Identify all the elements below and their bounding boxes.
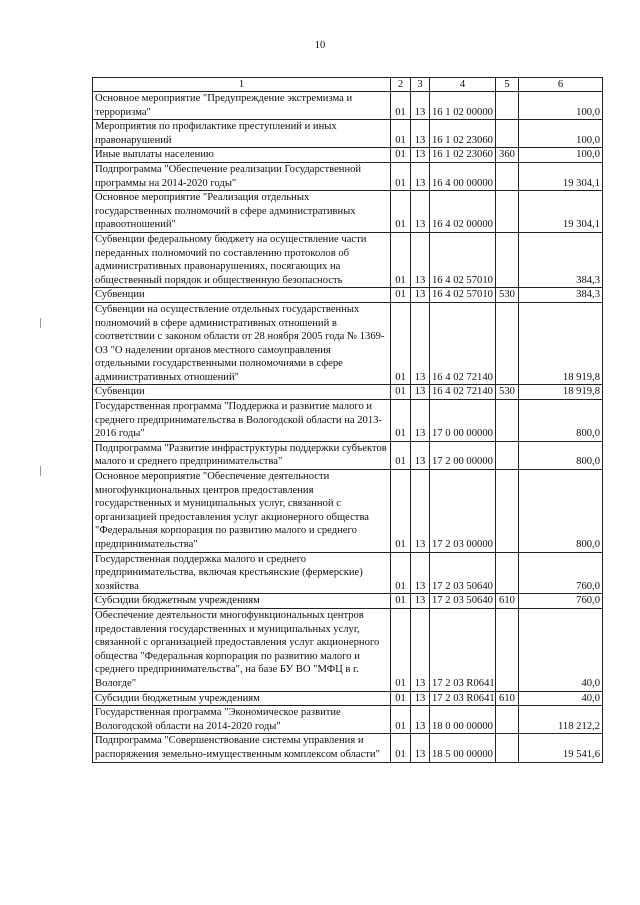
amount-cell: 800,0	[519, 441, 603, 469]
section-code-cell: 01	[391, 691, 411, 706]
target-code-cell: 17 0 00 00000	[430, 400, 496, 442]
amount-cell: 100,0	[519, 120, 603, 148]
budget-table	[92, 77, 603, 763]
column-header: 1	[93, 78, 391, 92]
subsection-code-cell: 13	[411, 288, 430, 303]
amount-cell: 18 919,8	[519, 302, 603, 385]
expense-type-cell	[496, 191, 519, 233]
section-code-cell: 01	[391, 302, 411, 385]
section-code-cell: 01	[391, 706, 411, 734]
item-name-cell: Государственная программа "Экономическое развитие Вологодской области на 2014-2020 годы"	[93, 706, 391, 734]
item-name-cell: Иные выплаты населению	[93, 148, 391, 163]
amount-cell: 384,3	[519, 288, 603, 303]
margin-mark	[40, 466, 41, 476]
target-code-cell: 16 4 02 72140	[430, 302, 496, 385]
section-code-cell: 01	[391, 441, 411, 469]
expense-type-cell	[496, 734, 519, 762]
subsection-code-cell: 13	[411, 706, 430, 734]
table-row	[93, 734, 603, 762]
subsection-code-cell: 13	[411, 148, 430, 163]
amount-cell: 100,0	[519, 92, 603, 120]
expense-type-cell	[496, 400, 519, 442]
column-header: 6	[519, 78, 603, 92]
margin-mark	[40, 318, 41, 328]
amount-cell: 40,0	[519, 608, 603, 691]
page-number: 10	[314, 40, 326, 51]
expense-type-cell	[496, 120, 519, 148]
subsection-code-cell: 13	[411, 232, 430, 287]
subsection-code-cell: 13	[411, 594, 430, 609]
section-code-cell: 01	[391, 470, 411, 553]
item-name-cell: Субвенции	[93, 385, 391, 400]
item-name-cell: Субсидии бюджетным учреждениям	[93, 594, 391, 609]
expense-type-cell: 610	[496, 594, 519, 609]
column-header: 5	[496, 78, 519, 92]
item-name-cell: Основное мероприятие "Реализация отдельных государственных полномочий в сфере административных правоотношений"	[93, 191, 391, 233]
item-name-cell: Основное мероприятие "Предупреждение экстремизма и терроризма"	[93, 92, 391, 120]
subsection-code-cell: 13	[411, 92, 430, 120]
subsection-code-cell: 13	[411, 302, 430, 385]
expense-type-cell	[496, 470, 519, 553]
table-row	[93, 441, 603, 469]
item-name-cell: Субсидии бюджетным учреждениям	[93, 691, 391, 706]
target-code-cell: 16 1 02 23060	[430, 148, 496, 163]
subsection-code-cell: 13	[411, 608, 430, 691]
expense-type-cell	[496, 232, 519, 287]
target-code-cell: 17 2 03 50640	[430, 552, 496, 594]
column-header: 3	[411, 78, 430, 92]
target-code-cell: 18 0 00 00000	[430, 706, 496, 734]
item-name-cell: Подпрограмма "Совершенствование системы управления и распоряжения земельно-имущественным комплексом области"	[93, 734, 391, 762]
column-header: 2	[391, 78, 411, 92]
expense-type-cell	[496, 608, 519, 691]
column-header: 4	[430, 78, 496, 92]
target-code-cell: 16 1 02 23060	[430, 120, 496, 148]
table-row	[93, 385, 603, 400]
section-code-cell: 01	[391, 608, 411, 691]
amount-cell: 800,0	[519, 470, 603, 553]
amount-cell: 118 212,2	[519, 706, 603, 734]
amount-cell: 384,3	[519, 232, 603, 287]
subsection-code-cell: 13	[411, 120, 430, 148]
expense-type-cell: 360	[496, 148, 519, 163]
section-code-cell: 01	[391, 148, 411, 163]
item-name-cell: Государственная поддержка малого и среднего предпринимательства, включая крестьянские (фермерские) хозяйства	[93, 552, 391, 594]
target-code-cell: 17 2 03 50640	[430, 594, 496, 609]
subsection-code-cell: 13	[411, 441, 430, 469]
item-name-cell: Основное мероприятие "Обеспечение деятельности многофункциональных центров предоставления государственных и муниципальных услуг, связанной с организацией предоставления услуг акционерного общества "Федеральная корпорация по развитию малого и среднего предпринимательства"	[93, 470, 391, 553]
section-code-cell: 01	[391, 120, 411, 148]
subsection-code-cell: 13	[411, 552, 430, 594]
section-code-cell: 01	[391, 552, 411, 594]
subsection-code-cell: 13	[411, 691, 430, 706]
expense-type-cell: 610	[496, 691, 519, 706]
item-name-cell: Субвенции на осуществление отдельных государственных полномочий в сфере административных отношений в соответствии с законом области от 28 ноября 2005 года № 1369-ОЗ "О наделении органов местного самоуправления отдельными государственными полномочиями в сфере административных отношений"	[93, 302, 391, 385]
item-name-cell: Подпрограмма "Развитие инфраструктуры поддержки субъектов малого и среднего предпринимательства"	[93, 441, 391, 469]
section-code-cell: 01	[391, 594, 411, 609]
subsection-code-cell: 13	[411, 470, 430, 553]
subsection-code-cell: 13	[411, 385, 430, 400]
section-code-cell: 01	[391, 92, 411, 120]
subsection-code-cell: 13	[411, 191, 430, 233]
table-row	[93, 120, 603, 148]
target-code-cell: 17 2 03 R0641	[430, 691, 496, 706]
item-name-cell: Обеспечение деятельности многофункциональных центров предоставления государственных и муниципальных услуг, связанной с организацией предоставления услуг акционерного общества "Федеральная корпорация по развитию малого и среднего предпринимательства", на базе БУ ВО "МФЦ в г. Вологде"	[93, 608, 391, 691]
table-row	[93, 608, 603, 691]
section-code-cell: 01	[391, 385, 411, 400]
item-name-cell: Государственная программа "Поддержка и развитие малого и среднего предпринимательства в Вологодской области на 2013-2016 годы"	[93, 400, 391, 442]
section-code-cell: 01	[391, 734, 411, 762]
section-code-cell: 01	[391, 162, 411, 190]
expense-type-cell	[496, 706, 519, 734]
amount-cell: 19 541,6	[519, 734, 603, 762]
table-row	[93, 552, 603, 594]
expense-type-cell	[496, 92, 519, 120]
table-row	[93, 594, 603, 609]
expense-type-cell: 530	[496, 385, 519, 400]
section-code-cell: 01	[391, 288, 411, 303]
subsection-code-cell: 13	[411, 400, 430, 442]
subsection-code-cell: 13	[411, 734, 430, 762]
table-row	[93, 232, 603, 287]
subsection-code-cell: 13	[411, 162, 430, 190]
target-code-cell: 17 2 00 00000	[430, 441, 496, 469]
table-header-row	[93, 78, 603, 92]
table-row	[93, 162, 603, 190]
amount-cell: 760,0	[519, 552, 603, 594]
item-name-cell: Мероприятия по профилактике преступлений и иных правонарушений	[93, 120, 391, 148]
table-row	[93, 470, 603, 553]
item-name-cell: Подпрограмма "Обеспечение реализации Государственной программы на 2014-2020 годы"	[93, 162, 391, 190]
target-code-cell: 16 4 02 72140	[430, 385, 496, 400]
amount-cell: 40,0	[519, 691, 603, 706]
table-row	[93, 691, 603, 706]
table-row	[93, 92, 603, 120]
table-row	[93, 191, 603, 233]
target-code-cell: 18 5 00 00000	[430, 734, 496, 762]
section-code-cell: 01	[391, 400, 411, 442]
amount-cell: 19 304,1	[519, 162, 603, 190]
target-code-cell: 16 4 00 00000	[430, 162, 496, 190]
item-name-cell: Субвенции	[93, 288, 391, 303]
target-code-cell: 16 4 02 00000	[430, 191, 496, 233]
table-row	[93, 400, 603, 442]
amount-cell: 18 919,8	[519, 385, 603, 400]
expense-type-cell: 530	[496, 288, 519, 303]
section-code-cell: 01	[391, 191, 411, 233]
target-code-cell: 16 4 02 57010	[430, 232, 496, 287]
expense-type-cell	[496, 302, 519, 385]
table-row	[93, 148, 603, 163]
table-row	[93, 288, 603, 303]
expense-type-cell	[496, 441, 519, 469]
target-code-cell: 17 2 03 00000	[430, 470, 496, 553]
target-code-cell: 16 1 02 00000	[430, 92, 496, 120]
target-code-cell: 17 2 03 R0641	[430, 608, 496, 691]
section-code-cell: 01	[391, 232, 411, 287]
item-name-cell: Субвенции федеральному бюджету на осуществление части переданных полномочий по составлению протоколов об административных правонарушениях, посягающих на общественный порядок и общественную безопасность	[93, 232, 391, 287]
amount-cell: 100,0	[519, 148, 603, 163]
amount-cell: 800,0	[519, 400, 603, 442]
amount-cell: 19 304,1	[519, 191, 603, 233]
table-row	[93, 302, 603, 385]
target-code-cell: 16 4 02 57010	[430, 288, 496, 303]
table-row	[93, 706, 603, 734]
amount-cell: 760,0	[519, 594, 603, 609]
expense-type-cell	[496, 162, 519, 190]
expense-type-cell	[496, 552, 519, 594]
